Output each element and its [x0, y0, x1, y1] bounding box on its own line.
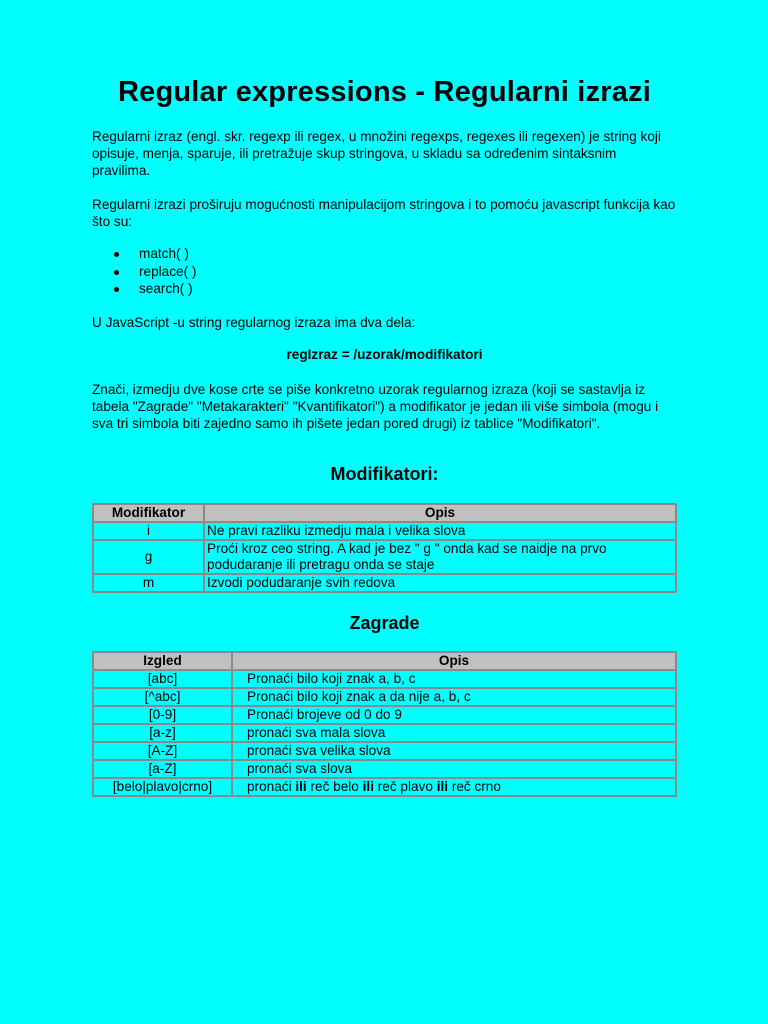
pattern-cell: [a-z]	[93, 724, 232, 742]
modifier-cell: m	[93, 574, 204, 592]
function-name: match( )	[139, 246, 189, 261]
description-cell: pronaći sva mala slova	[232, 724, 676, 742]
modifier-cell: g	[93, 540, 204, 574]
list-item	[92, 245, 196, 263]
description-cell: Pronaći bilo koji znak a, b, c	[232, 670, 676, 688]
regex-formula: regIzraz = /uzorak/modifikatori	[286, 347, 483, 362]
table-header-row	[93, 504, 676, 522]
table-header-row	[93, 652, 676, 670]
table-row	[93, 724, 676, 742]
explanation-paragraph: Znači, izmedju dve kose crte se piše konkretno uzorak regularnog izraza (koji se sastavlja iz tabela "Zagrade" "Metakarakteri" "Kvantifikatori") a modifikator je jedan ili više simbola (mogu i sva tri simbola biti zajedno samo ih pišete jedan pored drugi) iz tablice "Modifikatori".	[92, 382, 659, 431]
modifiers-table	[92, 503, 677, 593]
description-cell: pronaći sva slova	[232, 760, 676, 778]
table-row	[93, 706, 676, 724]
brackets-table	[92, 651, 677, 797]
modifier-cell: i	[93, 522, 204, 540]
intro-paragraph: Regularni izraz (engl. skr. regexp ili regex, u množini regexps, regexes ili regexen) je string koji opisuje, menja, sparuje, ili pretražuje skup stringova, u skladu sa određenim sintaksnim pravilima.	[92, 129, 661, 178]
description-cell	[232, 778, 676, 796]
pattern-cell: [^abc]	[93, 688, 232, 706]
description-text: reč belo	[306, 779, 363, 794]
table-row	[93, 522, 676, 540]
function-name: search( )	[139, 281, 193, 296]
description-cell: Pronaći bilo koji znak a da nije a, b, c	[232, 688, 676, 706]
pattern-cell: [belo|plavo|crno]	[93, 778, 232, 796]
bullet-icon	[114, 270, 119, 275]
pattern-cell: [0-9]	[93, 706, 232, 724]
column-header: Opis	[232, 652, 676, 670]
description-text: pronaći	[247, 779, 296, 794]
table-row	[93, 760, 676, 778]
pattern-cell: [A-Z]	[93, 742, 232, 760]
bullet-icon	[114, 252, 119, 257]
js-paragraph: U JavaScript -u string regularnog izraza ima dva dela:	[92, 315, 416, 330]
description-cell: Proći kroz ceo string. A kad je bez " g " onda kad se naidje na prvo podudaranje ili pretragu onda se staje	[204, 540, 676, 574]
brackets-heading: Zagrade	[349, 613, 420, 633]
functions-paragraph: Regularni izrazi proširuju mogućnosti manipulacijom stringova i to pomoću javascript funkcija kao što su:	[92, 197, 676, 229]
table-row	[93, 778, 676, 796]
functions-list	[92, 245, 196, 298]
description-cell: pronaći sva velika slova	[232, 742, 676, 760]
page-title: Regular expressions - Regularni izrazi	[118, 76, 651, 108]
pattern-cell: [abc]	[93, 670, 232, 688]
list-item	[92, 263, 196, 281]
description-cell: Izvodi podudaranje svih redova	[204, 574, 676, 592]
table-row	[93, 670, 676, 688]
description-text: reč crno	[448, 779, 501, 794]
emphasis-text: ili	[362, 779, 374, 794]
emphasis-text: ili	[295, 779, 307, 794]
table-row	[93, 540, 676, 574]
column-header: Modifikator	[93, 504, 204, 522]
modifiers-heading: Modifikatori:	[330, 464, 439, 484]
table-row	[93, 688, 676, 706]
pattern-cell: [a-Z]	[93, 760, 232, 778]
table-row	[93, 574, 676, 592]
function-name: replace( )	[139, 263, 197, 279]
column-header: Opis	[204, 504, 676, 522]
emphasis-text: ili	[436, 779, 449, 794]
column-header: Izgled	[93, 652, 232, 670]
description-cell: Ne pravi razliku izmedju mala i velika slova	[204, 522, 676, 540]
table-row	[93, 742, 676, 760]
description-cell: Pronaći brojeve od 0 do 9	[232, 706, 676, 724]
bullet-icon	[114, 287, 119, 292]
description-text: reč plavo	[373, 779, 437, 794]
list-item	[92, 280, 196, 298]
